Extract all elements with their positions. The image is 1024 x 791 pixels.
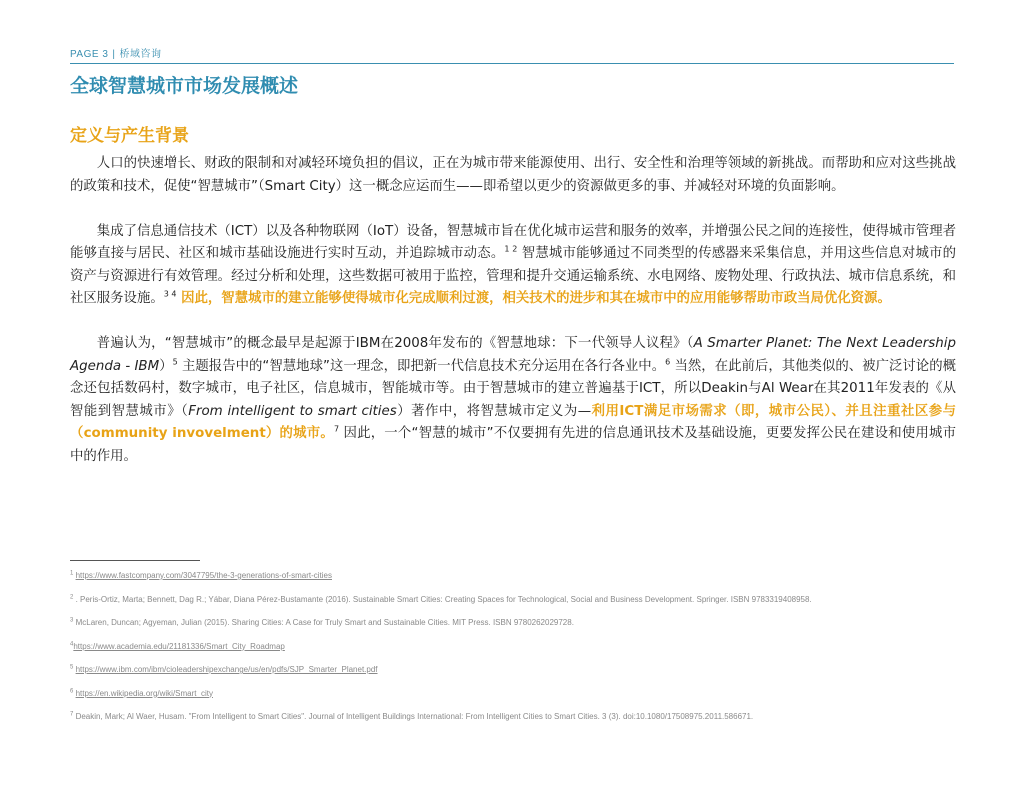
paragraph-3-italic-title-1: A Smarter Planet: The Next Leadership Agenda - IBM [70,336,956,374]
company-name: 桥域咨询 [119,49,162,60]
paragraph-2-highlight: 因此，智慧城市的建立能够使得城市化完成顺利过渡，相关技术的进步和其在城市中的应用能够帮助市政当局优化资源。 [176,291,891,306]
footnote-number: 4 [70,640,74,647]
footnote-ref-5[interactable]: 5 [172,357,178,367]
paragraph-2 [70,221,956,311]
footnote-link[interactable]: https://www.academia.edu/2118133​6/Smart_City_Roadmap [73,641,285,651]
footnote-text: McLaren, Duncan; Agyeman, Julian (2015). Sharing Cities: A Case for Truly Smart and Sustainable Cities. MIT Press. ISBN 9780262029728. [75,618,574,627]
footnote-number: 5 [70,664,74,671]
footnote-number: 3 [70,617,74,624]
paragraph-2-text-a: 集成了信息通信技术（ICT）以及各种物联网（IoT）设备，智慧城市旨在优化城市运营和服务的效率，并增强公民之间的连接性，使得城市管理者能够直接与居民、社区和城市基础设施进行实时互动，并追踪城市动态。 [70,223,956,261]
footnote-4 [70,639,950,663]
footnote-2 [70,592,950,616]
footnote-3 [70,615,950,639]
footnote-link[interactable]: https://www.fastcompany.com/3047795/the-3-generations-of-smart-cities [75,571,332,580]
footnote-6 [70,686,950,710]
footnote-number: 1 [70,570,74,577]
footnote-divider [70,560,200,561]
footnote-link[interactable]: https://en.wikipedia.org/wiki/Smart_city [75,688,213,698]
paragraph-3-text-a: 普遍认为，“智慧城市”的概念最早是起源于IBM在2008年发布的《智慧地球：下一代领导人议程》（ [96,336,694,351]
paragraph-3-highlight: 利用ICT满足市场需求（即，城市公民）、并且注重社区参与（community invovelment）的城市。 [70,403,956,441]
paragraph-3-text-e: ）著作中，将智慧城市定义为— [396,403,592,419]
footnote-ref-7[interactable]: 7 [333,424,340,434]
footnote-link[interactable]: https://www.ibm.com/ibm/cioleadershipexchange/us/en/pdfs/SJP_Smarter_Planet.pdf [75,665,378,674]
page-header [70,45,162,60]
footnote-5 [70,662,950,686]
footnote-text: Deakin, Mark; Al Waer, Husam. "From Intelligent to Smart Cities". Journal of Intelligent Buildings International: From Intelligent Cities to Smart Cities. 3 (3). doi:10.1080/17508975.2011.586671. [75,712,754,721]
footnote-text: . Peris-Ortiz, Marta; Bennett, Dag R.; Yábar, Diana Pérez-Bustamante (2016). Sustainable Smart Cities: Creating Spaces for Technological, Social and Business Development. Springer. ISBN 9783319408958. [75,594,812,604]
body-text [70,153,956,491]
footnote-number: 2 [70,593,74,600]
page-number: PAGE 3 [70,49,109,60]
footnotes [70,568,950,733]
footnote-1 [70,568,950,592]
header-divider [70,63,954,64]
paragraph-3-text-d: 当然，在此前后，其他类似的、被广泛讨论的概念还包括数码村，数字城市，电子社区，信息城市，智能城市等。由于智慧城市的建立普遍基于ICT，所以Deakin与Al Wear在其2011年发表的《从智能到智慧城市》（ [70,358,957,419]
paragraph-3 [70,333,956,468]
footnote-number: 7 [70,711,74,718]
footnote-ref-3-4[interactable]: 3 4 [163,289,177,299]
page-title: 全球智慧城市市场发展概述 [70,75,299,97]
paragraph-1: 人口的快速增长、财政的限制和对减轻环境负担的倡议，正在为城市带来能源使用、出行、安全性和治理等领域的新挑战。而帮助和应对这些挑战的政策和技术，促使“智慧城市”（Smart City）这一概念应运而生——即希望以更少的资源做更多的事、并减轻对环境的负面影响。 [70,156,956,194]
paragraph-2-text-b: 智慧城市能够通过不同类型的传感器来采集信息，并用这些信息对城市的资产与资源进行有效管理。经过分析和处理，这些数据可被用于监控，管理和提升交通运输系统、水电网络、废物处理、行政执法、城市信息系统，和社区服务设施。 [70,246,956,306]
header-separator: | [112,49,116,60]
paragraph-3-italic-title-2: From intelligent to smart cities [188,403,397,419]
footnote-ref-6[interactable]: 6 [665,357,671,367]
section-heading: 定义与产生背景 [70,126,189,146]
paragraph-3-text-f: 因此，一个“智慧的城市”不仅要拥有先进的信息通讯技术及基础设施，更要发挥公民在建设和使用城市中的作用。 [70,426,956,464]
footnote-ref-1-2[interactable]: 1 2 [504,244,518,254]
paragraph-3-text-c: 主题报告中的“智慧地球”这一理念，即把新一代信息技术充分运用在各行各业中。 [177,358,666,374]
paragraph-3-text-b: ） [159,358,173,374]
footnote-7 [70,709,950,733]
footnote-number: 6 [70,687,74,694]
